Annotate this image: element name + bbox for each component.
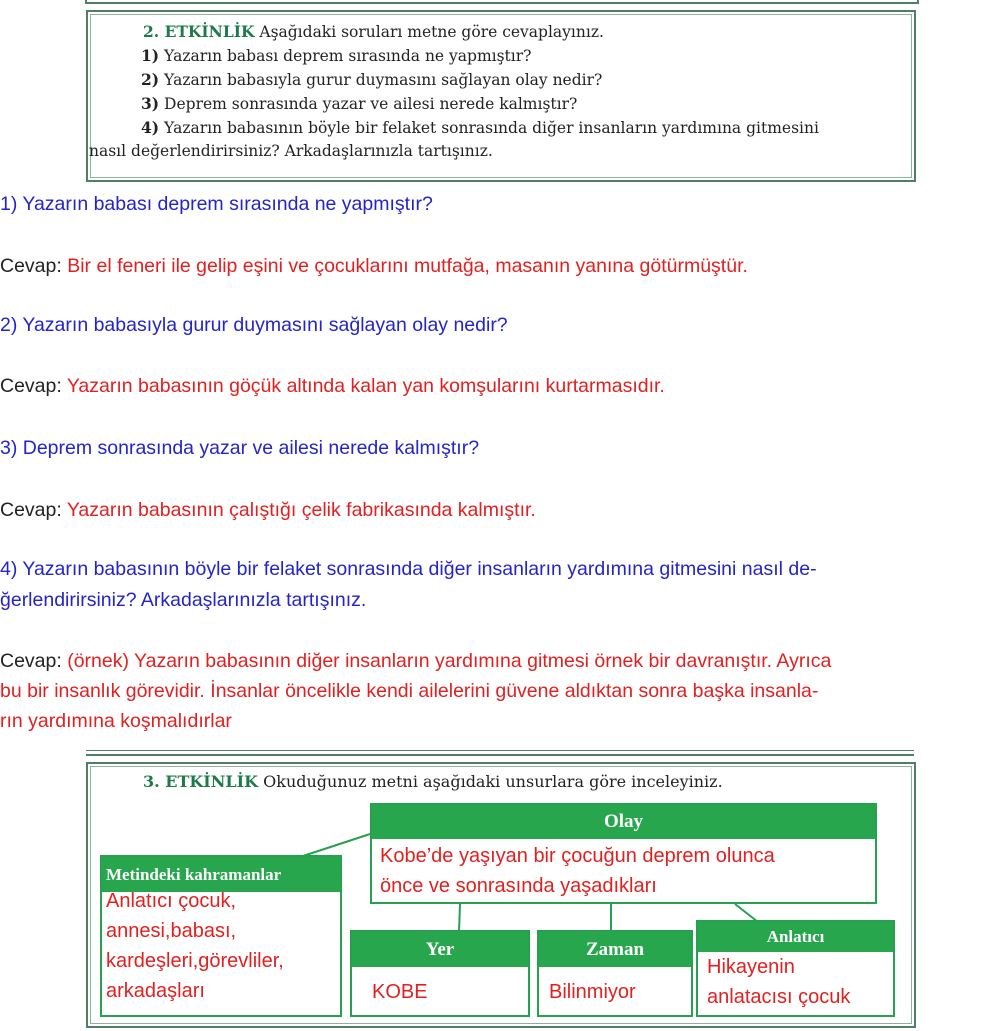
olay-line1: Kobe’de yaşıyan bir çocuğun deprem olunca (380, 845, 775, 867)
question-1: 1) Yazarın babası deprem sırasında ne yapmıştır? (141, 46, 532, 65)
zaman-header: Zaman (539, 932, 691, 967)
answer-question-4-cont: ğerlendirirsiniz? Arkadaşlarınızla tartışınız. (0, 589, 367, 611)
kahraman-line4: arkadaşları (106, 980, 205, 1002)
activity2-intro: Aşağıdaki soruları metne göre cevaplayınız. (259, 23, 604, 41)
zaman-value: Bilinmiyor (549, 981, 636, 1003)
answer-question-2: 2) Yazarın babasıyla gurur duymasını sağlayan olay nedir? (0, 314, 508, 336)
olay-header: Olay (372, 805, 875, 839)
yer-box (350, 930, 530, 1017)
answer-question-4: 4) Yazarın babasının böyle bir felaket sonrasında diğer insanların yardımına gitmesini nasıl de- (0, 558, 817, 580)
yer-value: KOBE (372, 981, 428, 1003)
anlatici-header: Anlatıcı (698, 922, 893, 952)
kahramanlar-box (100, 855, 342, 1017)
question-4-cont: nasıl değerlendirirsiniz? Arkadaşlarınızla tartışınız. (89, 142, 493, 160)
question-2: 2) Yazarın babasıyla gurur duymasını sağlayan olay nedir? (141, 70, 603, 89)
kahraman-line3: kardeşleri,görevliler, (106, 950, 284, 972)
zaman-box (537, 930, 693, 1017)
answer-1: Cevap: Bir el feneri ile gelip eşini ve çocuklarını mutfağa, masanın yanına götürmüştür. (0, 255, 748, 277)
anlatici-box (696, 920, 895, 1017)
question-3: 3) Deprem sonrasında yazar ve ailesi nerede kalmıştır? (141, 94, 578, 113)
kahramanlar-header: Metindeki kahramanlar (102, 857, 340, 892)
activity3-title: 3. ETKİNLİK (143, 772, 259, 791)
answer-4-line3: rın yardımına koşmalıdırlar (0, 710, 232, 732)
answer-4-line2: bu bir insanlık görevidir. İnsanlar öncelikle kendi ailelerini güvene aldıktan sonra başka insanla- (0, 680, 819, 702)
activity2-title: 2. ETKİNLİK (143, 22, 255, 41)
answer-2: Cevap: Yazarın babasının göçük altında kalan yan komşularını kurtarmasıdır. (0, 375, 665, 397)
answer-question-3: 3) Deprem sonrasında yazar ve ailesi nerede kalmıştır? (0, 437, 480, 459)
answer-3: Cevap: Yazarın babasının çalıştığı çelik fabrikasında kalmıştır. (0, 499, 536, 521)
question-4: 4) Yazarın babasının böyle bir felaket sonrasında diğer insanların yardımına gitmesini (141, 118, 819, 137)
anlatici-line2: anlatacısı çocuk (707, 986, 851, 1008)
yer-header: Yer (352, 932, 528, 967)
kahraman-line1: Anlatıcı çocuk, (106, 890, 237, 912)
activity3-intro: Okuduğunuz metni aşağıdaki unsurlara göre inceleyiniz. (263, 772, 723, 791)
anlatici-line1: Hikayenin (707, 956, 795, 978)
kahraman-line2: annesi,babası, (106, 920, 237, 942)
olay-box (370, 803, 877, 904)
olay-line2: önce ve sonrasında yaşadıkları (380, 875, 657, 897)
answer-4: Cevap: (örnek) Yazarın babasının diğer insanların yardımına gitmesi örnek bir davranıştır. Ayrıca (0, 650, 832, 672)
answer-question-1: 1) Yazarın babası deprem sırasında ne yapmıştır? (0, 193, 433, 215)
